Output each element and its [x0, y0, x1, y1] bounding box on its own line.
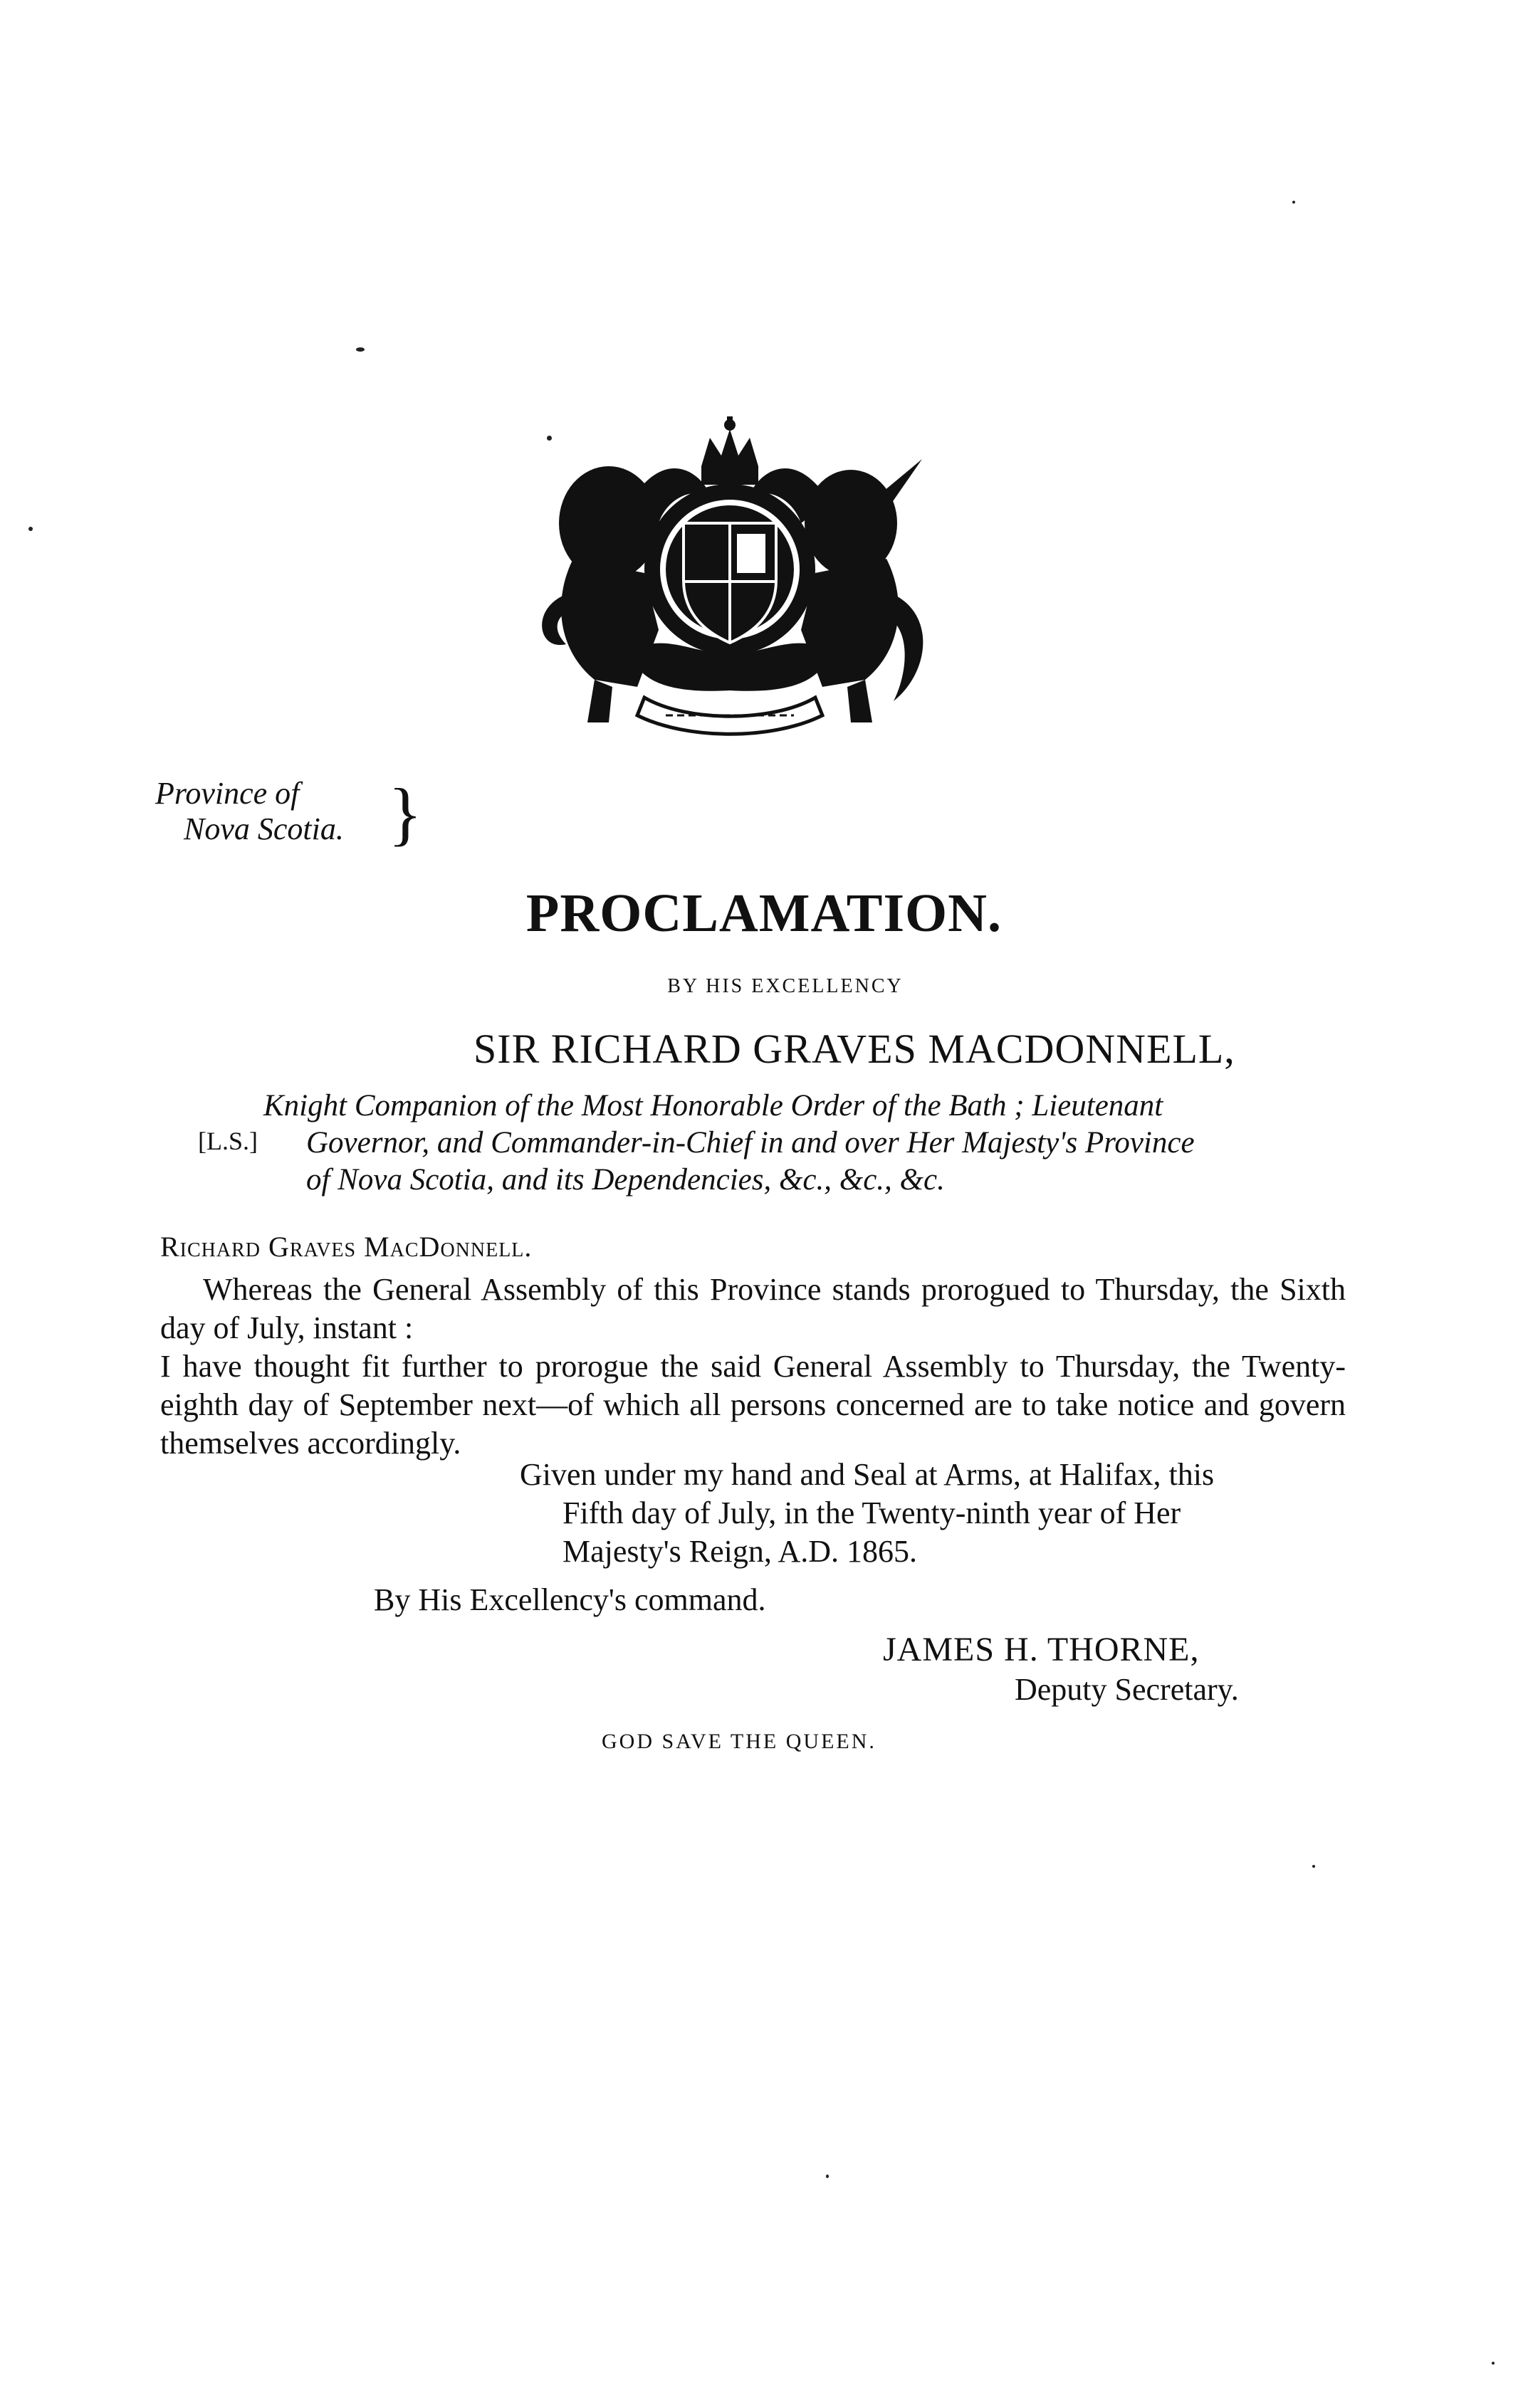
unicorn-supporter-icon — [801, 459, 923, 722]
seal-mark: [L.S.] — [198, 1127, 258, 1155]
motto-ribbon-icon — [637, 698, 822, 734]
province-label-line1: Province of — [155, 776, 300, 811]
print-speck — [28, 527, 33, 531]
print-speck — [1292, 201, 1295, 204]
governor-name: SIR RICHARD GRAVES MACDONNELL, — [473, 1026, 1235, 1072]
print-speck — [1492, 2362, 1495, 2365]
given-line: Majesty's Reign, A.D. 1865. — [562, 1534, 918, 1569]
print-speck — [1312, 1865, 1315, 1868]
secretary-title: Deputy Secretary. — [1015, 1672, 1239, 1707]
governor-signature: Richard Graves MacDonnell. — [160, 1231, 533, 1263]
governor-styles-line: of Nova Scotia, and its Dependencies, &c., &c., &c. — [306, 1163, 945, 1197]
document-title: PROCLAMATION. — [525, 883, 1003, 943]
body-paragraph: Whereas the General Assembly of this Province stands prorogued to Thursday, the Sixth day of July, instant : — [160, 1272, 1346, 1345]
lion-supporter-icon — [542, 466, 659, 722]
governor-styles — [263, 1088, 1346, 1199]
given-under-hand — [520, 1456, 1346, 1571]
body-paragraph: I have thought fit further to prorogue the said General Assembly to Thursday, the Twenty-eighth day of September next—of which all persons concerned are to take notice and govern themselves accordingly. — [160, 1349, 1346, 1461]
by-his-excellency-line: BY HIS EXCELLENCY — [667, 975, 904, 997]
given-line: Given under my hand and Seal at Arms, at Halifax, this — [520, 1457, 1215, 1492]
province-label — [155, 776, 344, 847]
secretary-name: JAMES H. THORNE, — [883, 1631, 1200, 1668]
governor-styles-line: Knight Companion of the Most Honorable Order of the Bath ; Lieutenant — [263, 1089, 1163, 1122]
crown-icon — [701, 416, 758, 485]
royal-coat-of-arms-emblem — [523, 416, 936, 744]
print-speck — [356, 347, 365, 352]
proclamation-body — [160, 1271, 1346, 1463]
command-line: By His Excellency's command. — [374, 1582, 766, 1617]
governor-styles-line: Governor, and Commander-in-Chief in and over Her Majesty's Province — [306, 1126, 1195, 1160]
province-brace: } — [388, 774, 422, 853]
province-label-line2: Nova Scotia. — [184, 811, 344, 846]
closing-line: GOD SAVE THE QUEEN. — [602, 1730, 876, 1753]
given-line: Fifth day of July, in the Twenty-ninth year of Her — [562, 1495, 1181, 1530]
print-speck — [826, 2175, 829, 2178]
